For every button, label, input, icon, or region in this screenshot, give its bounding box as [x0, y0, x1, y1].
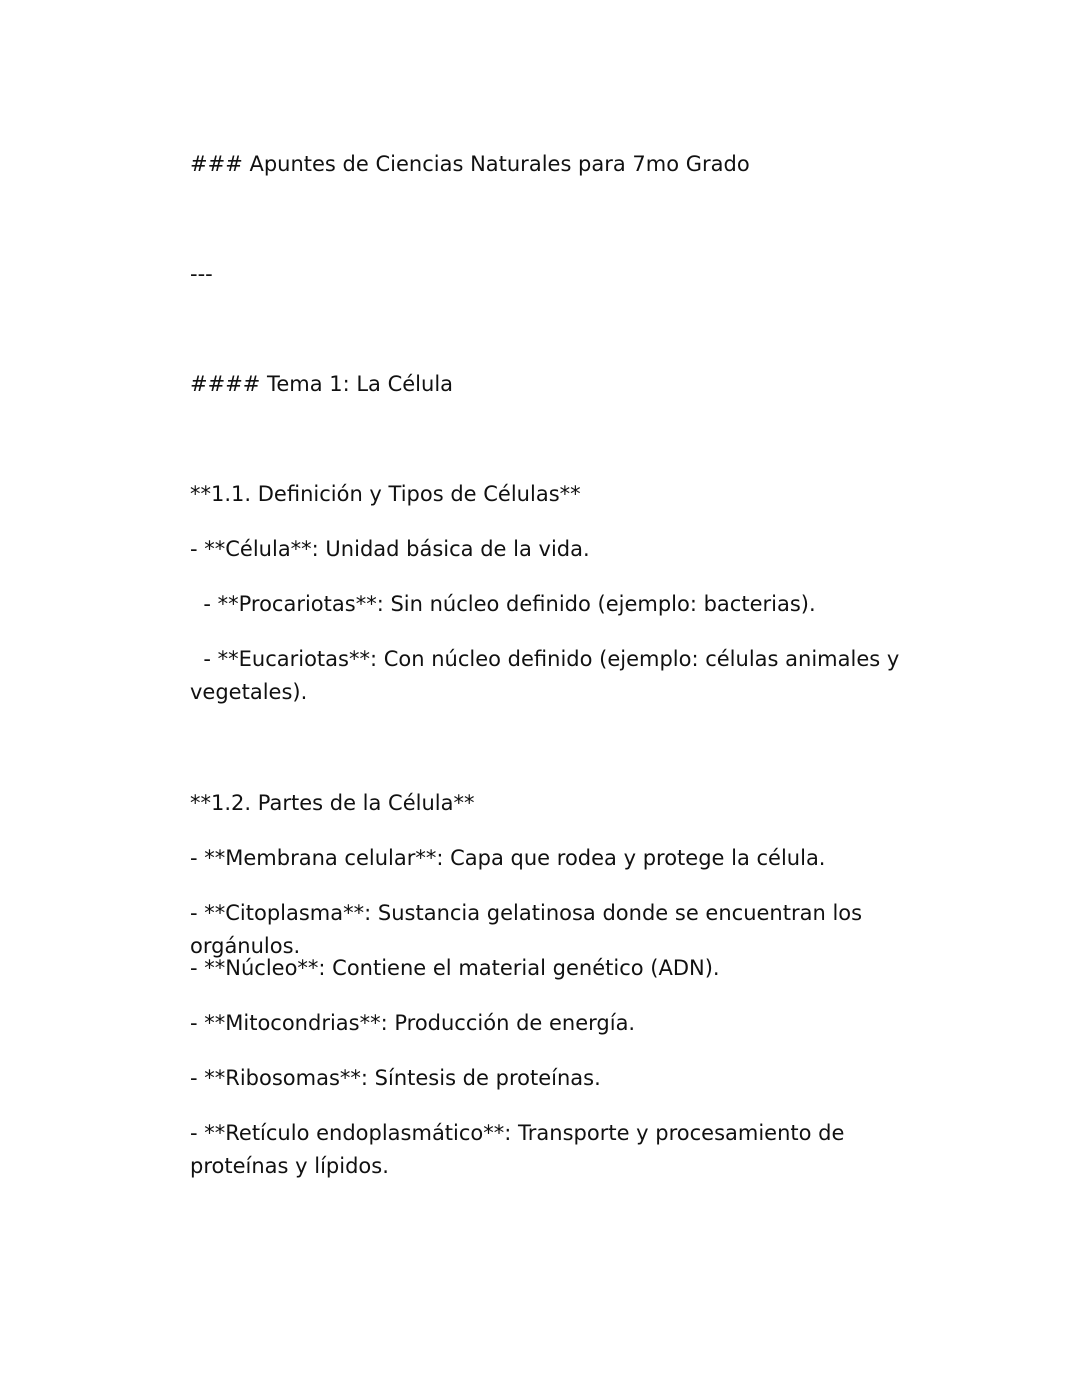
list-item: - **Membrana celular**: Capa que rodea y protege la célula.	[190, 846, 826, 870]
list-item: - **Citoplasma**: Sustancia gelatinosa donde se encuentran los orgánulos.	[190, 901, 869, 958]
list-item: - **Ribosomas**: Síntesis de proteínas.	[190, 1066, 601, 1090]
list-item: - **Eucariotas**: Con núcleo definido (ejemplo: células animales y vegetales).	[190, 647, 906, 704]
list-item: - **Procariotas**: Sin núcleo definido (ejemplo: bacterias).	[190, 592, 816, 616]
section-heading: **1.1. Definición y Tipos de Células**	[190, 482, 581, 506]
section-heading: **1.2. Partes de la Célula**	[190, 791, 475, 815]
separator: ---	[190, 262, 213, 286]
list-item: - **Núcleo**: Contiene el material genético (ADN).	[190, 956, 720, 980]
list-item: - **Retículo endoplasmático**: Transporte y procesamiento de proteínas y lípidos.	[190, 1121, 852, 1178]
topic-heading: #### Tema 1: La Célula	[190, 372, 454, 396]
document-title: ### Apuntes de Ciencias Naturales para 7mo Grado	[190, 152, 750, 176]
list-item: - **Mitocondrias**: Producción de energía.	[190, 1011, 636, 1035]
list-item: - **Célula**: Unidad básica de la vida.	[190, 537, 590, 561]
